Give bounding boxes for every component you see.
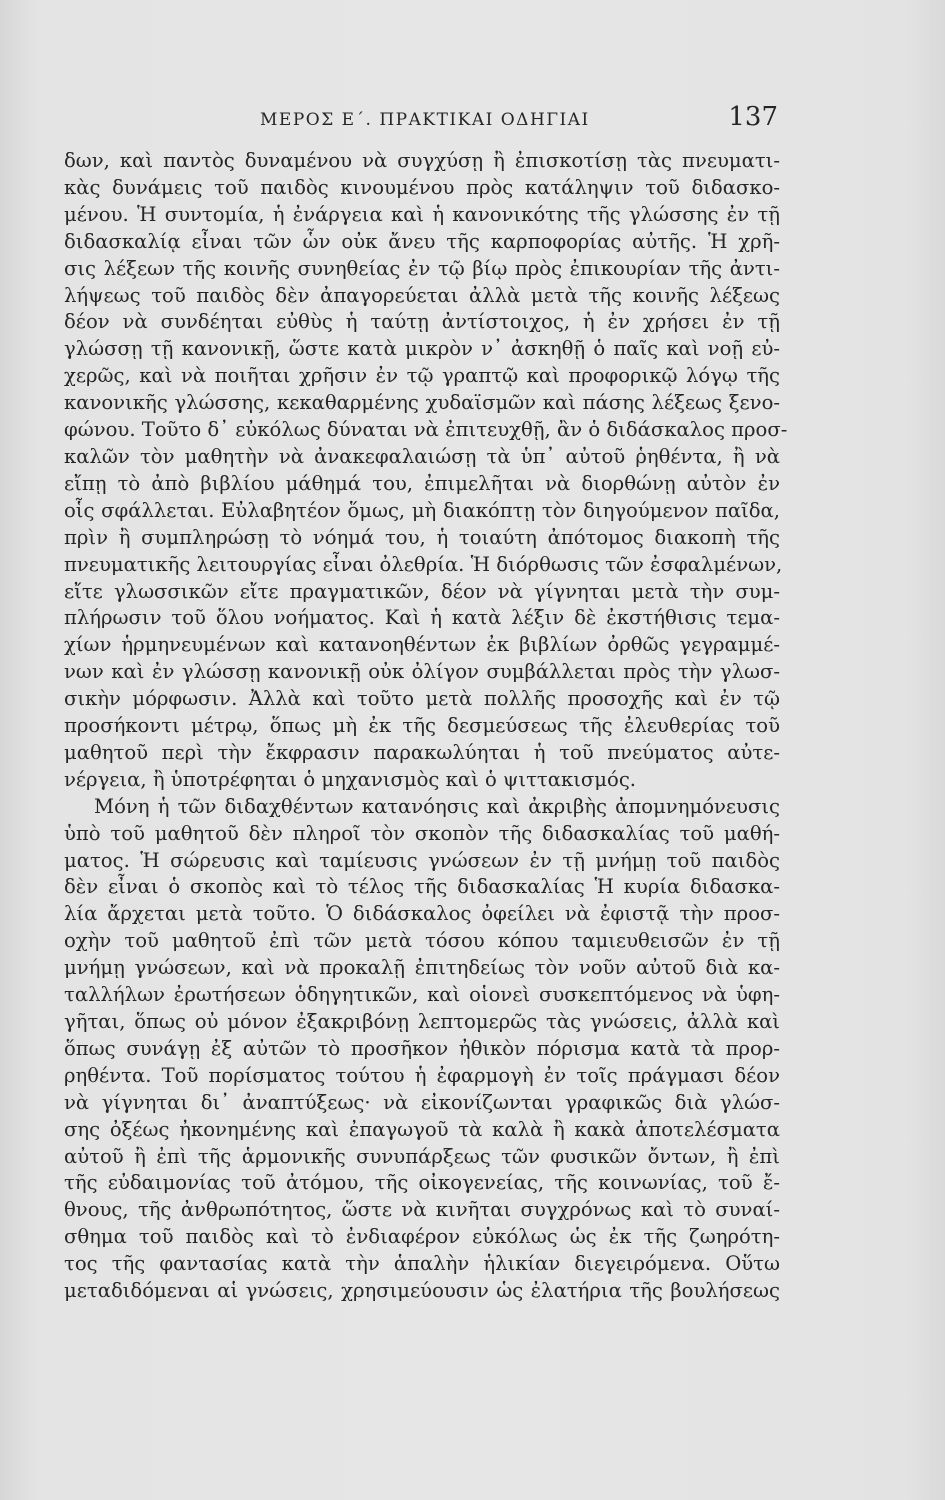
text-line: καλῶν τὸν μαθητὴν νὰ ἀνακεφαλαιώσῃ τὰ ὑπ᾽ αὐτοῦ ῥηθέντα, ἢ νὰ bbox=[64, 444, 780, 468]
text-line: σθημα τοῦ παιδὸς καὶ τὸ ἐνδιαφέρον εὐκόλως ὡς ἐκ τῆς ζωηρότη- bbox=[64, 1225, 780, 1249]
body-text bbox=[64, 148, 788, 1305]
text-line: θνους, τῆς ἀνθρωπότητος, ὥστε νὰ κινῆται συγχρόνως καὶ τὸ συναί- bbox=[64, 1198, 780, 1222]
text-line: φώνου. Τοῦτο δ᾽ εὐκόλως δύναται νὰ ἐπιτευχθῇ, ἂν ὁ διδάσκαλος προσ- bbox=[64, 418, 788, 442]
text-line: κὰς δυνάμεις τοῦ παιδὸς κινουμένου πρὸς κατάληψιν τοῦ διδασκο- bbox=[64, 175, 780, 199]
text-line: δὲν εἶναι ὁ σκοπὸς καὶ τὸ τέλος τῆς διδασκαλίας Ἡ κυρία διδασκα- bbox=[64, 875, 780, 899]
text-line: πλήρωσιν τοῦ ὅλου νοήματος. Καὶ ἡ κατὰ λέξιν δὲ ἐκστήθισις τεμα- bbox=[64, 606, 780, 630]
text-line: ὅπως συνάγῃ ἐξ αὐτῶν τὸ προσῆκον ἠθικὸν πόρισμα κατὰ τὰ προρ- bbox=[64, 1036, 780, 1060]
page-header bbox=[64, 102, 778, 136]
text-line: γῆται, ὅπως οὐ μόνον ἐξακριβόνῃ λεπτομερῶς τὰς γνώσεις, ἀλλὰ καὶ bbox=[64, 1010, 780, 1033]
text-line: ματος. Ἡ σώρευσις καὶ ταμίευσις γνώσεων ἐν τῇ μνήμῃ τοῦ παιδὸς bbox=[64, 848, 780, 872]
text-line: ρηθέντα. Τοῦ πορίσματος τούτου ἡ ἐφαρμογὴ ἐν τοῖς πράγμασι δέον bbox=[64, 1063, 780, 1087]
text-line: λήψεως τοῦ παιδὸς δὲν ἀπαγορεύεται ἀλλὰ μετὰ τῆς κοινῆς λέξεως bbox=[64, 283, 780, 307]
text-line: νων καὶ ἐν γλώσσῃ κανονικῇ οὐκ ὀλίγον συμβάλλεται πρὸς τὴν γλωσ- bbox=[64, 660, 780, 684]
text-line: σις λέξεων τῆς κοινῆς συνηθείας ἐν τῷ βίῳ πρὸς ἐπικουρίαν τῆς ἀντι- bbox=[64, 256, 780, 280]
text-line: χίων ἡρμηνευμένων καὶ κατανοηθέντων ἐκ βιβλίων ὀρθῶς γεγραμμέ- bbox=[64, 633, 780, 657]
text-line: αὐτοῦ ἢ ἐπὶ τῆς ἁρμονικῆς συνυπάρξεως τῶν φυσικῶν ὄντων, ἢ ἐπὶ bbox=[64, 1144, 780, 1168]
text-line: διδασκαλίᾳ εἶναι τῶν ὧν οὐκ ἄνευ τῆς καρποφορίας αὐτῆς. Ἡ χρῆ- bbox=[64, 229, 780, 253]
text-line: τῆς εὐδαιμονίας τοῦ ἀτόμου, τῆς οἰκογενείας, τῆς κοινωνίας, τοῦ ἔ- bbox=[64, 1171, 780, 1195]
text-line: σικὴν μόρφωσιν. Ἀλλὰ καὶ τοῦτο μετὰ πολλῆς προσοχῆς καὶ ἐν τῷ bbox=[64, 687, 780, 711]
text-line: εἴτε γλωσσικῶν εἴτε πραγματικῶν, δέον νὰ γίγνηται μετὰ τὴν συμ- bbox=[64, 579, 780, 603]
text-line: μνήμῃ γνώσεων, καὶ νὰ προκαλῇ ἐπιτηδείως τὸν νοῦν αὐτοῦ διὰ κα- bbox=[64, 956, 780, 980]
text-line: εἴπῃ τὸ ἀπὸ βιβλίου μάθημά του, ἐπιμελῆται νὰ διορθώνῃ αὐτὸν ἐν bbox=[64, 471, 780, 495]
running-head: ΜΕΡΟΣ Ε΄. ΠΡΑΚΤΙΚΑΙ ΟΔΗΓΙΑΙ bbox=[260, 110, 590, 130]
text-line: ταλλήλων ἐρωτήσεων ὁδηγητικῶν, καὶ οἱονεὶ συσκεπτόμενος νὰ ὑφη- bbox=[64, 983, 780, 1007]
text-line: γλώσσῃ τῇ κανονικῇ, ὥστε κατὰ μικρὸν ν᾽ ἀσκηθῇ ὁ παῖς καὶ νοῇ εὐ- bbox=[64, 337, 780, 361]
text-line: νὰ γίγνηται δι᾽ ἀναπτύξεως· νὰ εἰκονίζωνται γραφικῶς διὰ γλώσ- bbox=[64, 1090, 780, 1114]
text-line: οχὴν τοῦ μαθητοῦ ἐπὶ τῶν μετὰ τόσου κόπου ταμιευθεισῶν ἐν τῇ bbox=[64, 929, 780, 953]
text-line: σης ὀξέως ἠκονημένης καὶ ἐπαγωγοῦ τὰ καλὰ ἢ κακὰ ἀποτελέσματα bbox=[64, 1117, 780, 1141]
text-line: μεταδιδόμεναι αἱ γνώσεις, χρησιμεύουσιν ὡς ἐλατήρια τῆς βουλήσεως bbox=[64, 1279, 780, 1303]
paragraph-first-line: Μόνη ἡ τῶν διδαχθέντων κατανόησις καὶ ἀκριβὴς ἀπομνημόνευσις bbox=[94, 794, 780, 818]
text-line: μένου. Ἡ συντομία, ἡ ἐνάργεια καὶ ἡ κανονικότης τῆς γλώσσης ἐν τῇ bbox=[64, 202, 780, 226]
page-number: 137 bbox=[728, 102, 778, 132]
text-line: πνευματικῆς λειτουργίας εἶναι ὀλεθρία. Ἡ διόρθωσις τῶν ἐσφαλμένων, bbox=[64, 552, 783, 576]
text-line: οἷς σφάλλεται. Εὐλαβητέον ὅμως, μὴ διακόπτῃ τὸν διηγούμενον παῖδα, bbox=[64, 498, 780, 522]
text-line: δων, καὶ παντὸς δυναμένου νὰ συγχύσῃ ἢ ἐπισκοτίσῃ τὰς πνευματι- bbox=[64, 149, 780, 172]
text-line: προσήκοντι μέτρῳ, ὅπως μὴ ἐκ τῆς δεσμεύσεως τῆς ἐλευθερίας τοῦ bbox=[64, 714, 780, 738]
paragraph-last-line: νέργεια, ἢ ὑποτρέφηται ὁ μηχανισμὸς καὶ ὁ ψιττακισμός. bbox=[64, 767, 637, 791]
text-line: κανονικῆς γλώσσης, κεκαθαρμένης χυδαϊσμῶν καὶ πάσης λέξεως ξενο- bbox=[64, 391, 780, 415]
text-line: λία ἄρχεται μετὰ τοῦτο. Ὁ διδάσκαλος ὀφείλει νὰ ἐφιστᾷ τὴν προσ- bbox=[64, 902, 780, 926]
text-line: ὑπὸ τοῦ μαθητοῦ δὲν πληροῖ τὸν σκοπὸν τῆς διδασκαλίας τοῦ μαθή- bbox=[64, 821, 780, 845]
text-line: μαθητοῦ περὶ τὴν ἔκφρασιν παρακωλύηται ἡ τοῦ πνεύματος αὐτε- bbox=[64, 740, 780, 764]
text-line: τος τῆς φαντασίας κατὰ τὴν ἁπαλὴν ἡλικίαν διεγειρόμενα. Οὕτω bbox=[64, 1252, 780, 1276]
text-line: πρὶν ἢ συμπληρώσῃ τὸ νόημά του, ἡ τοιαύτη ἀπότομος διακοπὴ τῆς bbox=[64, 525, 780, 549]
text-line: δέον νὰ συνδέηται εὐθὺς ἡ ταύτῃ ἀντίστοιχος, ἡ ἐν χρήσει ἐν τῇ bbox=[64, 310, 780, 334]
text-line: χερῶς, καὶ νὰ ποιῆται χρῆσιν ἐν τῷ γραπτῷ καὶ προφορικῷ λόγῳ τῆς bbox=[64, 364, 780, 388]
